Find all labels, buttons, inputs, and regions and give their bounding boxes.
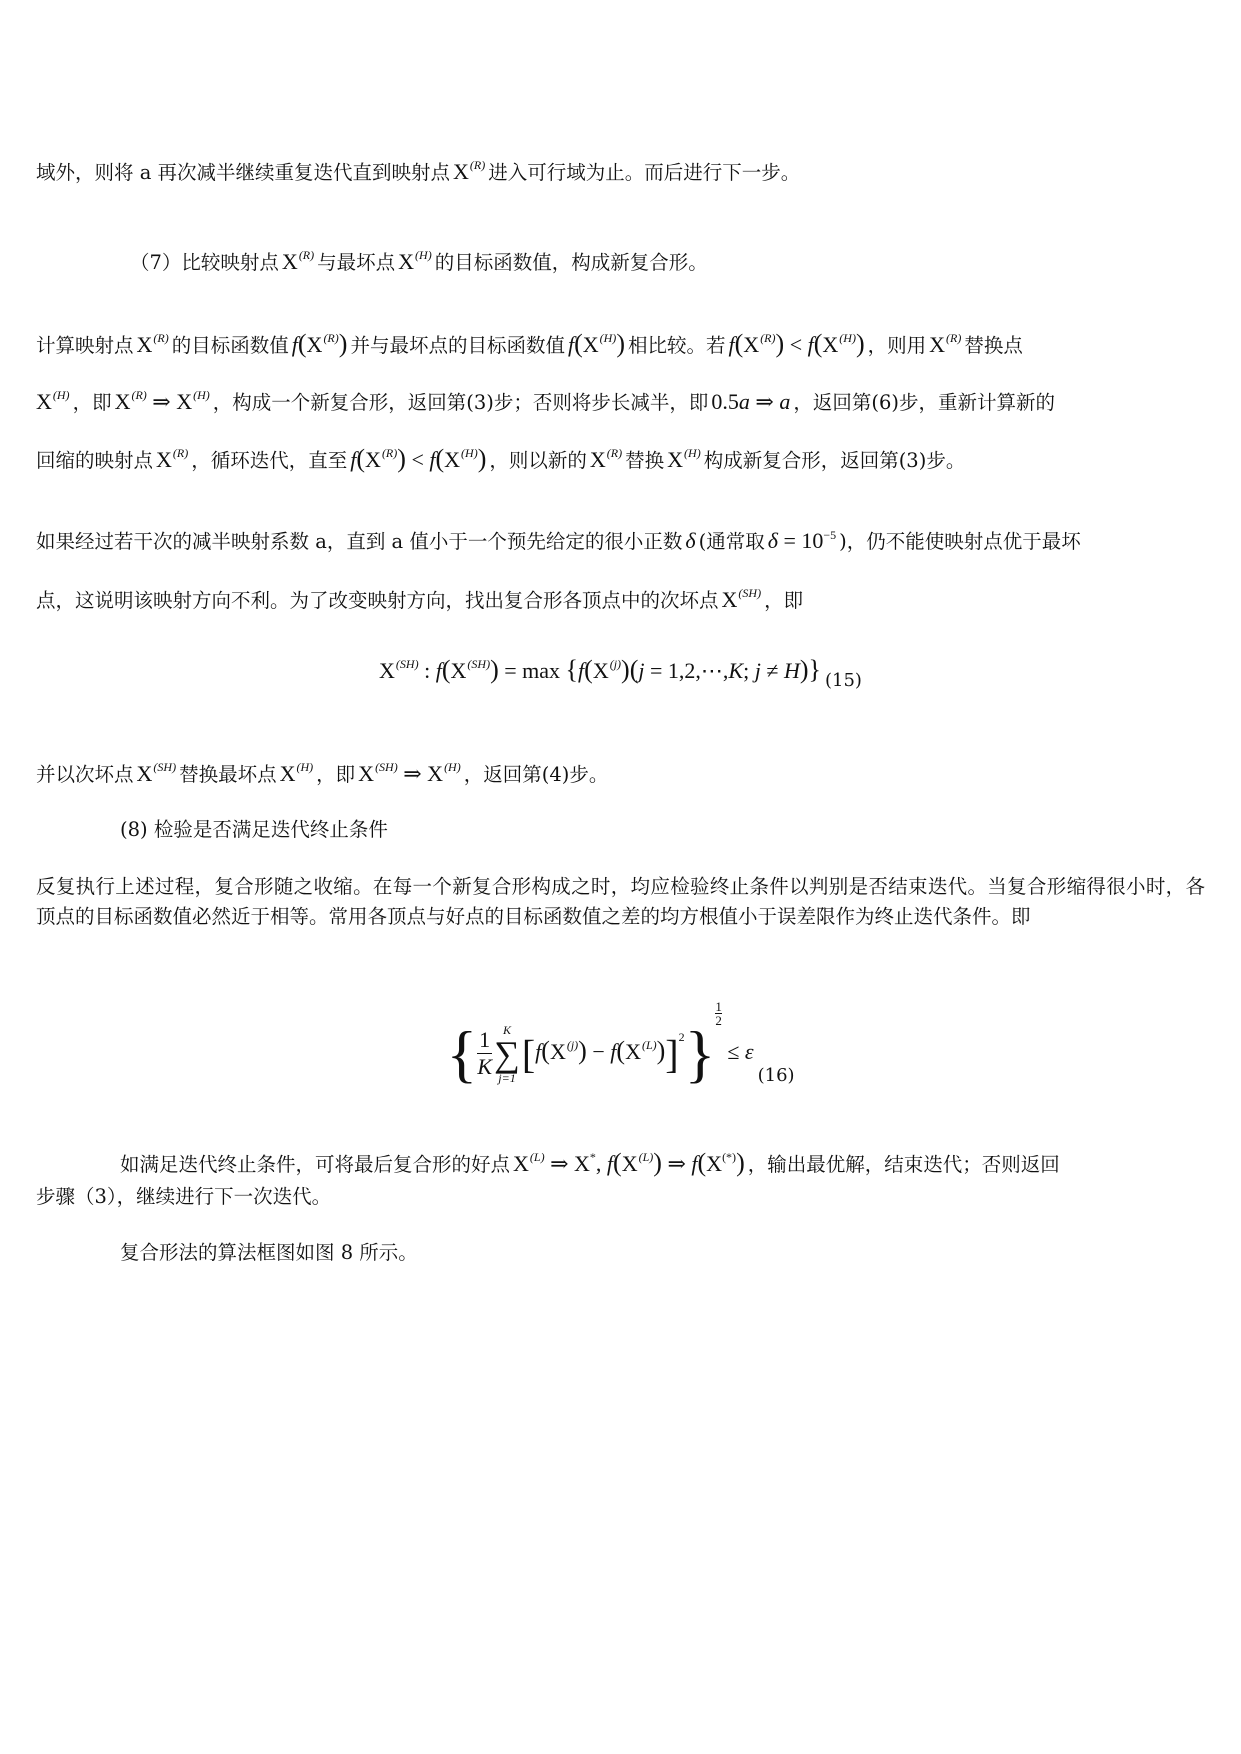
equation-number: (15) — [825, 670, 862, 691]
equation-15: $X^{(SH)}$ : $f(X^{(SH)}) = \max \{f(X^{(j)})(j$ = 1,2,⋯,K; j ≠ H)} $_{(15)}$ — [379, 655, 862, 691]
math-x-h: $X^{(H)}$ — [36, 388, 70, 414]
math-replace: $X^{(SH)}$ ⇒ $X^{(H)}$ — [358, 760, 461, 786]
math-x-sh: $X^{(SH)}$ — [136, 760, 177, 786]
text: ，输出最优解，结束迭代；否则返回 — [747, 1153, 1060, 1176]
text: ，返回第(6)步，重新计算新的 — [793, 391, 1055, 414]
text: ，则以新的 — [489, 449, 587, 472]
text: 反复执行上述过程，复合形随之收缩。在每一个新复合形构成之时，均应检验终止条件以判别是否结束迭代。当复合形缩得很小时，各顶点的目标函数值必然近于相等。常用各顶点与好点的目标函数值之差的均方根值小于误差限作为终止迭代条件。即 — [36, 875, 1205, 928]
text: 如果经过若干次的减半映射系数 a，直到 a 值小于一个预先给定的很小正数 — [36, 530, 683, 553]
text: )，仍不能使映射点优于最坏 — [839, 530, 1081, 553]
text: ，循环迭代，直至 — [191, 449, 348, 472]
math-x-sh: $X^{(SH)}$ — [721, 586, 762, 612]
math-delta: δ — [685, 528, 696, 553]
text: 并与最坏点的目标函数值 — [350, 334, 565, 357]
text: ，返回第(4)步。 — [463, 763, 609, 786]
text: 构成新复合形，返回第(3)步。 — [703, 449, 966, 472]
text: 相比较。若 — [627, 334, 726, 357]
math-x-r: $X^{(R)}$ — [589, 446, 623, 472]
paragraph-line — [36, 520, 1205, 557]
text: 替换 — [625, 449, 665, 472]
text: （7）比较映射点 — [130, 251, 279, 274]
paragraph-line — [36, 380, 1205, 418]
math-f-x-h: $f(X^{(H)})$ — [567, 329, 625, 358]
text: (通常取 — [698, 530, 765, 553]
math-x-r: $X^{(R)}$ — [281, 248, 315, 274]
text: 进入可行域为止。而后进行下一步。 — [488, 161, 801, 184]
text: 与最坏点 — [317, 251, 396, 274]
paragraph-line — [120, 1238, 1205, 1268]
text: 替换最坏点 — [179, 763, 277, 786]
text: (8) 检验是否满足迭代终止条件 — [120, 818, 388, 841]
paragraph-termination — [36, 872, 1205, 932]
paragraph-line — [36, 578, 1205, 616]
text: ，构成一个新复合形，返回第(3)步；否则将步长减半，即 — [212, 391, 709, 414]
text: 如满足迭代终止条件，可将最后复合形的好点 — [120, 1153, 511, 1176]
text: 的目标函数值 — [171, 334, 289, 357]
paragraph-line — [36, 438, 1205, 476]
math-x-r: $X^{(R)}$ — [156, 446, 189, 472]
text: 并以次坏点 — [36, 763, 134, 786]
text: 域外，则将 a 再次减半继续重复迭代直到映射点 — [36, 161, 451, 184]
text: 步骤（3），继续进行下一次迭代。 — [36, 1185, 332, 1208]
step-7-heading — [130, 240, 1205, 278]
text: ，则用 — [867, 334, 927, 357]
paragraph-line — [120, 1142, 1205, 1180]
math-x-r: $X^{(R)}$ — [929, 331, 962, 357]
math-replace: $X^{(R)}$ ⇒ $X^{(H)}$ — [114, 388, 210, 414]
text: ，即 — [72, 391, 112, 414]
math-x-h: $X^{(H)}$ — [398, 248, 432, 274]
equation-number: (16) — [757, 1065, 795, 1086]
math-inequality: $f(X^{(R)}) < f(X^{(H)})$ — [350, 444, 487, 473]
math-x-r: $X^{(R)}$ — [453, 158, 486, 184]
math-inequality: $f(X^{(R)}) < f(X^{(H)})$ — [728, 329, 865, 358]
math-x-h: $X^{(H)}$ — [279, 760, 314, 786]
text: 点，这说明该映射方向不利。为了改变映射方向，找出复合形各顶点中的次坏点 — [36, 589, 719, 612]
math-x-r: $X^{(R)}$ — [136, 331, 169, 357]
math-step-half: 0.5a ⇒ a — [711, 389, 791, 414]
text: 替换点 — [964, 334, 1023, 357]
paragraph-line — [36, 752, 1205, 790]
text: 复合形法的算法框图如图 8 所示。 — [120, 1241, 418, 1264]
equation-16: { $\frac{1}{K}$ K ∑ j=1 $[f(X^{(j)}) - f(X^{(L)})]^2$} $\frac{1}{2}$ ≤ $\varepsilon_{(16)}$ — [446, 999, 795, 1089]
text: 计算映射点 — [36, 334, 134, 357]
math-delta-value: $\delta = 10^{-5}$ — [767, 528, 837, 553]
paragraph-line — [36, 323, 1205, 361]
text: ，即 — [764, 589, 804, 612]
paragraph-line — [36, 150, 1205, 188]
math-f-x-r: $f(X^{(R)})$ — [291, 329, 348, 358]
math-x-h: $X^{(H)}$ — [667, 446, 701, 472]
paragraph-line — [36, 1182, 1205, 1212]
math-best-point: $X^{(L)}$ ⇒ X*, $f(X^{(L)})$ ⇒ f(X(*)) — [513, 1148, 745, 1177]
text: ，即 — [316, 763, 356, 786]
step-8-heading — [120, 815, 1205, 845]
text: 回缩的映射点 — [36, 449, 154, 472]
text: 的目标函数值，构成新复合形。 — [434, 251, 708, 274]
